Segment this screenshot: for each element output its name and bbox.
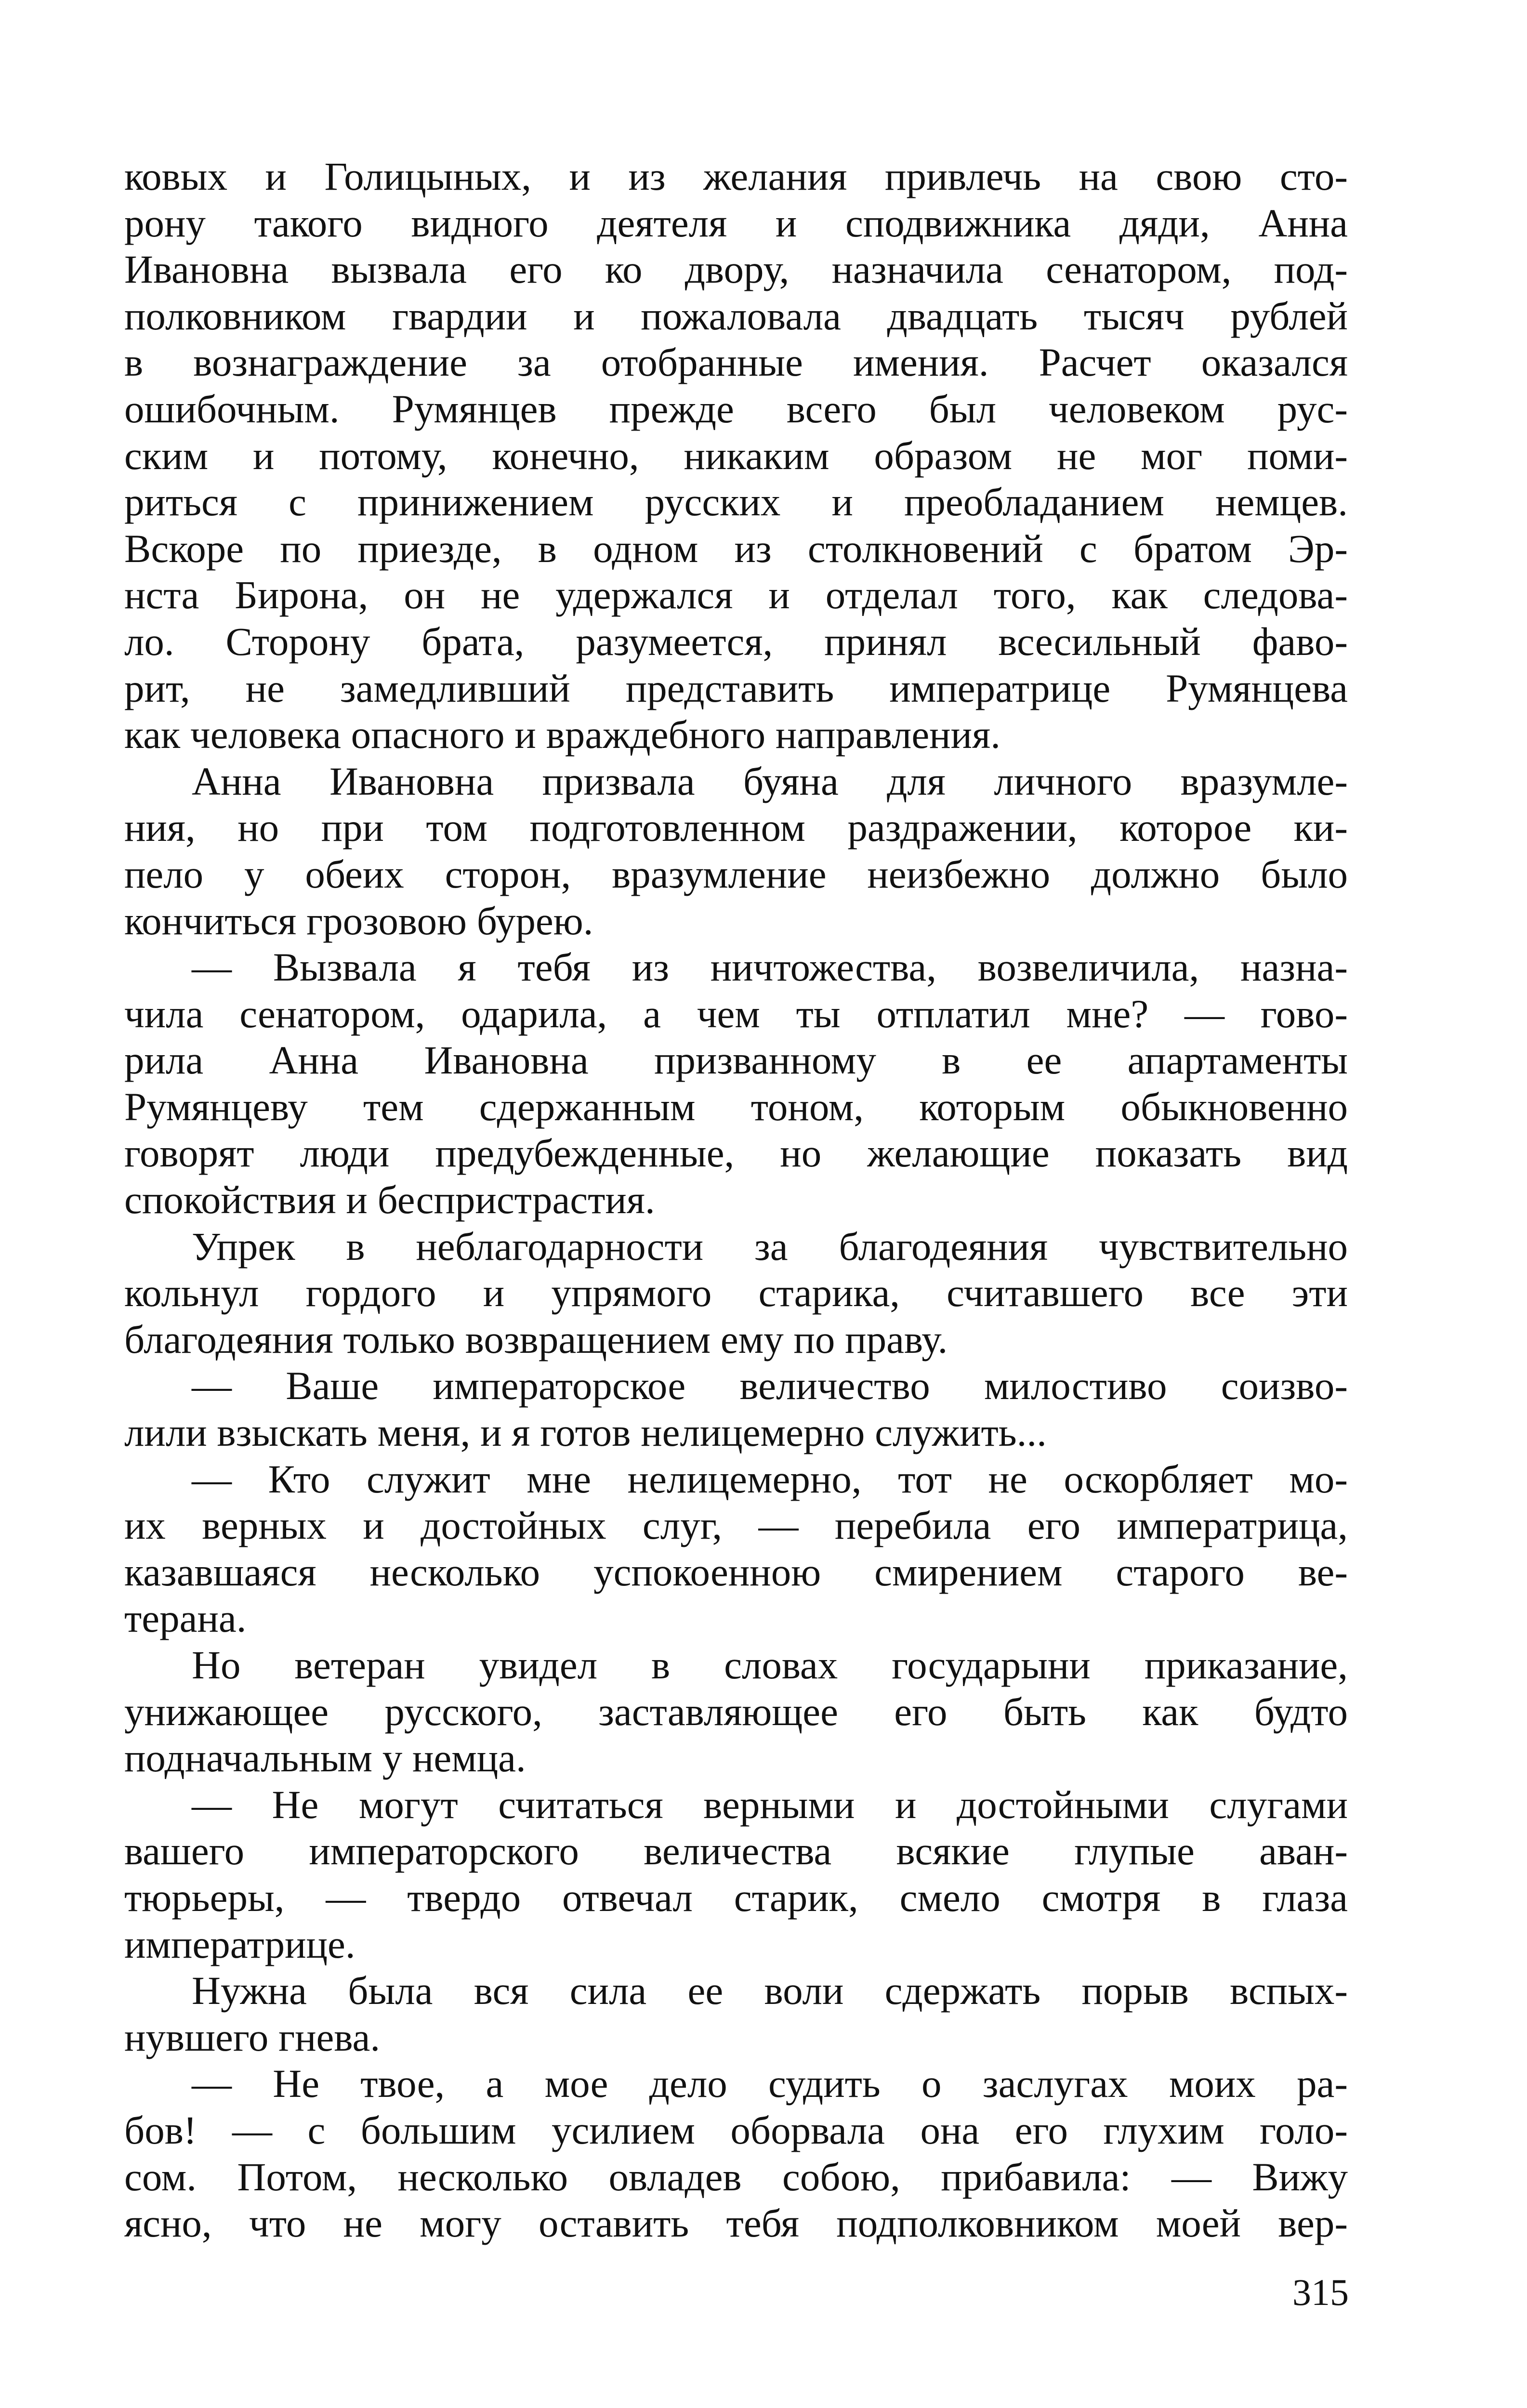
text-line: ло. Сторону брата, разумеется, принял всесильный фаво-	[124, 619, 1348, 664]
text-line: спокойствия и беспристрастия.	[124, 1178, 655, 1222]
text-line: — Кто служит мне нелицемерно, тот не оскорбляет мо-	[192, 1456, 1348, 1501]
text-line: терана.	[124, 1596, 247, 1641]
text-line: рит, не замедливший представить императрице Румянцева	[124, 666, 1348, 710]
text-line: ошибочным. Румянцев прежде всего был человеком рус-	[124, 386, 1348, 431]
text-line: нста Бирона, он не удержался и отделал того, как следова-	[124, 573, 1348, 617]
text-line: Но ветеран увидел в словах государыни приказание,	[192, 1643, 1348, 1687]
text-line: кольнул гордого и упрямого старика, считавшего все эти	[124, 1270, 1348, 1315]
text-line: пело у обеих сторон, вразумление неизбежно должно было	[124, 851, 1348, 896]
text-line: лили взыскать меня, и я готов нелицемерно служить...	[124, 1410, 1047, 1455]
text-line: тюрьеры, — твердо отвечал старик, смело смотря в глаза	[124, 1875, 1348, 1920]
text-line: Ивановна вызвала его ко двору, назначила сенатором, под-	[124, 247, 1348, 292]
text-line: вашего императорского величества всякие глупые аван-	[124, 1829, 1348, 1873]
text-line: Упрек в неблагодарности за благодеяния чувствительно	[192, 1224, 1348, 1269]
text-line: рону такого видного деятеля и сподвижника дяди, Анна	[124, 200, 1348, 245]
text-line: бов! — с большим усилием оборвала она его глухим голо-	[124, 2107, 1348, 2152]
text-line: полковником гвардии и пожаловала двадцать тысяч рублей	[124, 293, 1348, 338]
text-line: их верных и достойных слуг, — перебила его императрица,	[124, 1503, 1348, 1548]
text-line: как человека опасного и враждебного направления.	[124, 712, 1000, 757]
text-line: сом. Потом, несколько овладев собою, прибавила: — Вижу	[124, 2154, 1348, 2199]
text-line: — Не могут считаться верными и достойными слугами	[192, 1782, 1348, 1827]
text-line: казавшаяся несколько успокоенною смирением старого ве-	[124, 1549, 1348, 1594]
text-line: в вознаграждение за отобранные имения. Расчет оказался	[124, 340, 1348, 385]
text-line: унижающее русского, заставляющее его быть как будто	[124, 1689, 1348, 1734]
text-line: ковых и Голицыных, и из желания привлечь на свою сто-	[124, 154, 1348, 198]
text-line: рила Анна Ивановна призванному в ее апартаменты	[124, 1038, 1348, 1083]
page-number: 315	[1292, 2271, 1349, 2313]
text-line: — Не твое, а мое дело судить о заслугах моих ра-	[192, 2061, 1348, 2106]
text-line: ским и потому, конечно, никаким образом не мог поми-	[124, 433, 1348, 478]
text-line: нувшего гнева.	[124, 2015, 381, 2059]
text-line: благодеяния только возвращением ему по праву.	[124, 1317, 948, 1361]
text-line: риться с принижением русских и преобладанием немцев.	[124, 480, 1348, 524]
text-line: — Вызвала я тебя из ничтожества, возвеличила, назна-	[192, 945, 1348, 990]
text-line: Вскоре по приезде, в одном из столкновений с братом Эр-	[124, 526, 1348, 571]
text-line: императрице.	[124, 1922, 355, 1966]
text-line: подначальным у немца.	[124, 1736, 526, 1780]
page-body-text	[124, 153, 1348, 2247]
text-line: Анна Ивановна призвала буяна для личного вразумле-	[192, 759, 1348, 803]
text-line: ясно, что не могу оставить тебя подполковником моей вер-	[124, 2201, 1348, 2246]
text-line: говорят люди предубежденные, но желающие показать вид	[124, 1131, 1348, 1176]
text-line: чила сенатором, одарила, а чем ты отплатил мне? — гово-	[124, 991, 1348, 1036]
text-line: кончиться грозовою бурею.	[124, 898, 593, 943]
text-line: Румянцеву тем сдержанным тоном, которым обыкновенно	[124, 1084, 1348, 1129]
text-line: Нужна была вся сила ее воли сдержать порыв вспых-	[192, 1968, 1348, 2013]
text-line: ния, но при том подготовленном раздражении, которое ки-	[124, 805, 1348, 850]
text-line: — Ваше императорское величество милостиво соизво-	[192, 1363, 1348, 1408]
